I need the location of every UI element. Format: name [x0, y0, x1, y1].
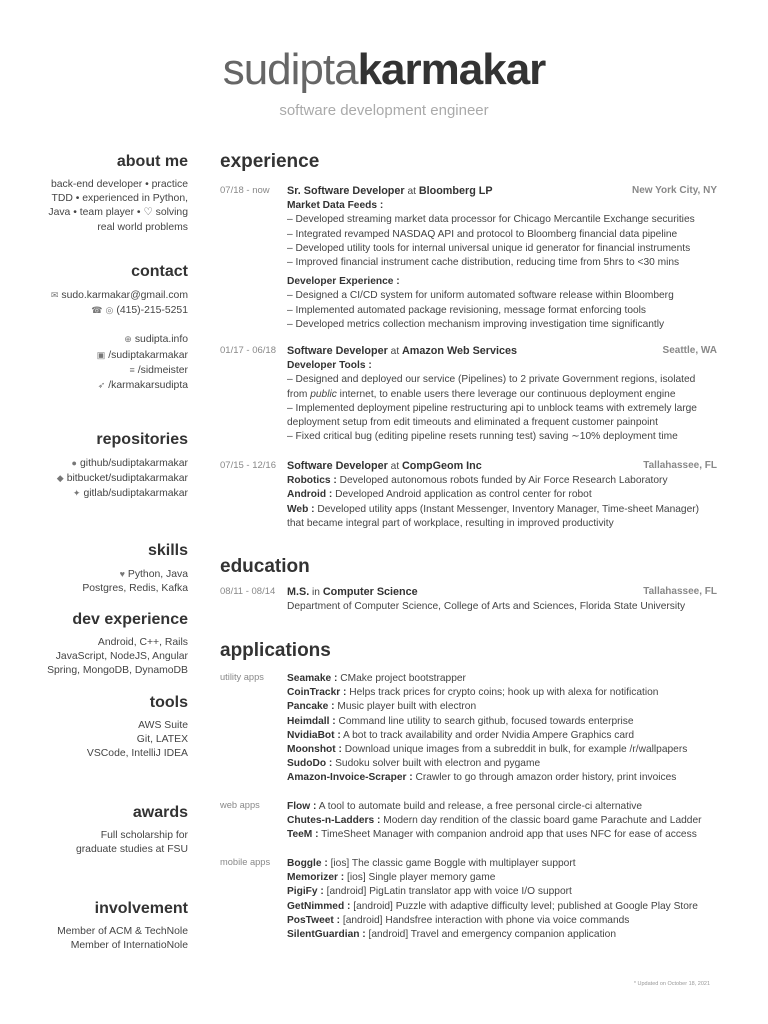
app-item: CoinTrackr : Helps track prices for crypto coins; hook up with alexa for notification	[287, 687, 659, 699]
education-heading: education	[220, 556, 310, 577]
job-item: Robotics : Developed autonomous robots funded by Air Force Research Laboratory	[287, 475, 668, 487]
tools-line: Git, LATEX	[136, 734, 188, 746]
about-heading: about me	[116, 153, 188, 170]
applications-heading: applications	[220, 640, 331, 661]
bitbucket-link[interactable]	[18, 471, 188, 486]
tools-heading: tools	[149, 694, 188, 711]
stackoverflow-text: /sidmeister	[137, 364, 188, 376]
twitter-link[interactable]	[18, 378, 188, 393]
gitlab-icon: ✦	[72, 488, 81, 499]
twitter-icon: ➶	[97, 380, 106, 391]
stackoverflow-icon: ≡	[129, 364, 135, 375]
app-item: SilentGuardian : [android] Travel and emergency companion application	[287, 929, 616, 941]
twitter-text: /karmakarsudipta	[108, 380, 188, 392]
gitlab-text: gitlab/sudiptakarmakar	[83, 488, 188, 500]
repositories-section	[18, 430, 188, 502]
group-title: Market Data Feeds :	[287, 200, 384, 212]
group-title: Developer Experience :	[287, 276, 400, 288]
app-item: Chutes-n-Ladders : Modern day rendition of the classic board game Parachute and Ladder	[287, 815, 702, 827]
phone-icon: ☎	[91, 305, 103, 316]
job-role: Software Developer	[287, 345, 388, 357]
job-location: Tallahassee, FL	[643, 460, 717, 471]
dev-experience-line: Spring, MongoDB, DynamoDB	[47, 665, 188, 677]
job-date: 07/18 - now	[220, 185, 270, 196]
job-date: 07/15 - 12/16	[220, 460, 276, 471]
education-location: Tallahassee, FL	[643, 586, 717, 597]
job-paragraph: – Implemented deployment pipeline restructuring api to unblock teams with extremely large deployment setup from edit timeouts and eliminated a frequent customer painpoint	[287, 402, 697, 429]
job-bullet: – Designed a CI/CD system for uniform automated software release within Bloomberg	[287, 290, 674, 302]
skills-line: Python, Java	[127, 569, 188, 580]
degree-field: Computer Science	[322, 586, 418, 598]
about-line: real world problems	[97, 221, 188, 233]
about-line: Java • team player • ♡ solving	[48, 207, 188, 219]
first-name: sudipta	[222, 45, 358, 94]
about-line: TDD • experienced in Python,	[51, 193, 188, 205]
dev-experience-heading: dev experience	[72, 611, 188, 628]
education-detail: Department of Computer Science, College of Arts and Sciences, Florida State University	[287, 601, 686, 613]
app-item: GetNimmed : [android] Puzzle with adaptive difficulty level; published at Google Play Store	[287, 900, 698, 912]
job-at: at	[390, 461, 400, 472]
whatsapp-icon: ◎	[105, 305, 114, 316]
app-item: SudoDo : Sudoku solver built with electron and pygame	[287, 758, 541, 770]
website-link[interactable]	[18, 332, 188, 347]
stackoverflow-link[interactable]	[18, 363, 188, 378]
app-item: Moonshot : Download unique images from a subreddit in bulk, for example /r/wallpapers	[287, 744, 688, 756]
job-bullet: – Integrated revamped NASDAQ API and protocol to Bloomberg financial data pipeline	[287, 228, 678, 240]
app-item: Flow : A tool to automate build and release, a free personal circle-ci alternative	[287, 801, 643, 812]
job-item: Android : Developed Android application as control center for robot	[287, 489, 592, 501]
awards-line: graduate studies at FSU	[75, 844, 188, 856]
app-category-label: mobile apps	[220, 857, 271, 867]
github-text: github/sudiptakarmakar	[79, 458, 188, 469]
degree: M.S.	[287, 586, 310, 598]
dev-experience-line: JavaScript, NodeJS, Angular	[55, 651, 188, 663]
app-item: NvidiaBot : A bot to track availability and order Nvidia Ampere Graphics card	[287, 729, 635, 741]
github-link[interactable]	[18, 456, 188, 471]
about-line: back-end developer • practice	[50, 179, 188, 190]
skills-section	[18, 541, 188, 596]
job-bullet: – Improved financial instrument cache distribution, reducing time from 5hrs to <30 mins	[287, 257, 680, 269]
email-text: sudo.karmakar@gmail.com	[61, 290, 188, 301]
app-item: TeeM : TimeSheet Manager with companion android app that uses NFC for ease of access	[287, 829, 697, 841]
job-location: New York City, NY	[631, 185, 717, 196]
app-item: Boggle : [ios] The classic game Boggle with multiplayer support	[287, 858, 576, 869]
last-name: karmakar	[357, 45, 546, 94]
job-role: Sr. Software Developer	[287, 185, 405, 197]
awards-section	[18, 803, 188, 857]
resume-name	[0, 42, 768, 98]
involvement-section	[18, 899, 188, 953]
job-bullet: – Developed streaming market data processor for Chicago Mercantile Exchange securities	[287, 214, 695, 226]
job-location: Seattle, WA	[662, 345, 717, 356]
education-date: 08/11 - 08/14	[220, 586, 276, 597]
tools-line: VSCode, IntelliJ IDEA	[86, 748, 188, 760]
app-item: Heimdall : Command line utility to search github, focused towards enterprise	[287, 715, 634, 727]
job-bullet: – Developed metrics collection mechanism improving investigation time significantly	[287, 318, 665, 330]
skills-heading: skills	[147, 542, 188, 559]
app-item: PosTweet : [android] Handsfree interaction with phone via voice commands	[287, 914, 630, 926]
involvement-line: Member of InternatioNole	[70, 940, 188, 952]
phone-text: (415)-215-5251	[116, 305, 188, 317]
tools-line: AWS Suite	[138, 720, 188, 731]
app-item: PigiFy : [android] PigLatin translator app with voice I/O support	[287, 886, 572, 898]
job-item: Web : Developed utility apps (Instant Messenger, Inventory Manager, Time-sheet Manager) that became integral part of workplace, resulting in improved productivity	[287, 503, 700, 529]
repositories-heading: repositories	[96, 431, 188, 448]
contact-section	[18, 262, 188, 393]
experience-heading: experience	[220, 151, 320, 172]
bitbucket-text: bitbucket/sudiptakarmakar	[66, 473, 188, 485]
awards-heading: awards	[132, 804, 188, 821]
app-item: Pancake : Music player built with electron	[287, 701, 477, 713]
job-at: at	[390, 346, 400, 357]
contact-heading: contact	[131, 263, 188, 280]
job-at: at	[407, 186, 416, 197]
linkedin-text: /sudiptakarmakar	[108, 349, 188, 361]
dev-experience-line: Android, C++, Rails	[97, 637, 188, 648]
dev-experience-section	[18, 610, 188, 679]
job-paragraph: – Designed and deployed our service (Pipelines) to 2 private Government regions, isolated from public internet, to enable users there leverage our continuous deployment engine	[287, 374, 696, 400]
tools-section	[18, 693, 188, 762]
gitlab-link[interactable]	[18, 486, 188, 501]
linkedin-icon: ▣	[96, 349, 106, 360]
linkedin-link[interactable]	[18, 348, 188, 363]
website-text: sudipta.info	[134, 334, 188, 346]
skills-line: Postgres, Redis, Kafka	[82, 583, 188, 595]
awards-line: Full scholarship for	[100, 830, 188, 841]
degree-in: in	[312, 587, 320, 598]
job-company: CompGeom Inc	[402, 460, 482, 472]
job-bullet: – Developed utility tools for internal universal unique id generator for financial instruments	[287, 242, 691, 254]
app-item: Seamake : CMake project bootstrapper	[287, 673, 466, 684]
bitbucket-icon: ◆	[56, 473, 64, 484]
job-company: Amazon Web Services	[402, 345, 518, 357]
group-title: Developer Tools :	[287, 360, 372, 372]
job-bullet: – Implemented automated package revisioning, message format enforcing tools	[287, 304, 647, 316]
app-item: Amazon-Invoice-Scraper : Crawler to go through amazon order history, print invoices	[287, 772, 677, 784]
github-icon: ●	[71, 458, 77, 468]
app-category-label: web apps	[220, 800, 260, 810]
job-role: Software Developer	[287, 460, 388, 472]
heart-icon: ♥	[119, 569, 125, 579]
job-paragraph: – Fixed critical bug (editing pipeline resets running test) saving ∼10% deployment time	[287, 431, 678, 443]
involvement-line: Member of ACM & TechNole	[57, 926, 188, 937]
involvement-heading: involvement	[94, 900, 188, 917]
globe-icon: ⊕	[124, 334, 132, 345]
phone-link[interactable]	[18, 303, 188, 318]
about-section	[18, 152, 188, 235]
job-company: Bloomberg LP	[418, 185, 493, 197]
app-category-label: utility apps	[220, 672, 264, 682]
job-date: 01/17 - 06/18	[220, 345, 276, 356]
app-item: Memorizer : [ios] Single player memory game	[287, 872, 496, 884]
update-note: * Updated on October 18, 2021	[633, 981, 710, 987]
job-title: software development engineer	[279, 102, 489, 119]
email-link[interactable]	[18, 288, 188, 303]
envelope-icon: ✉	[50, 290, 59, 300]
